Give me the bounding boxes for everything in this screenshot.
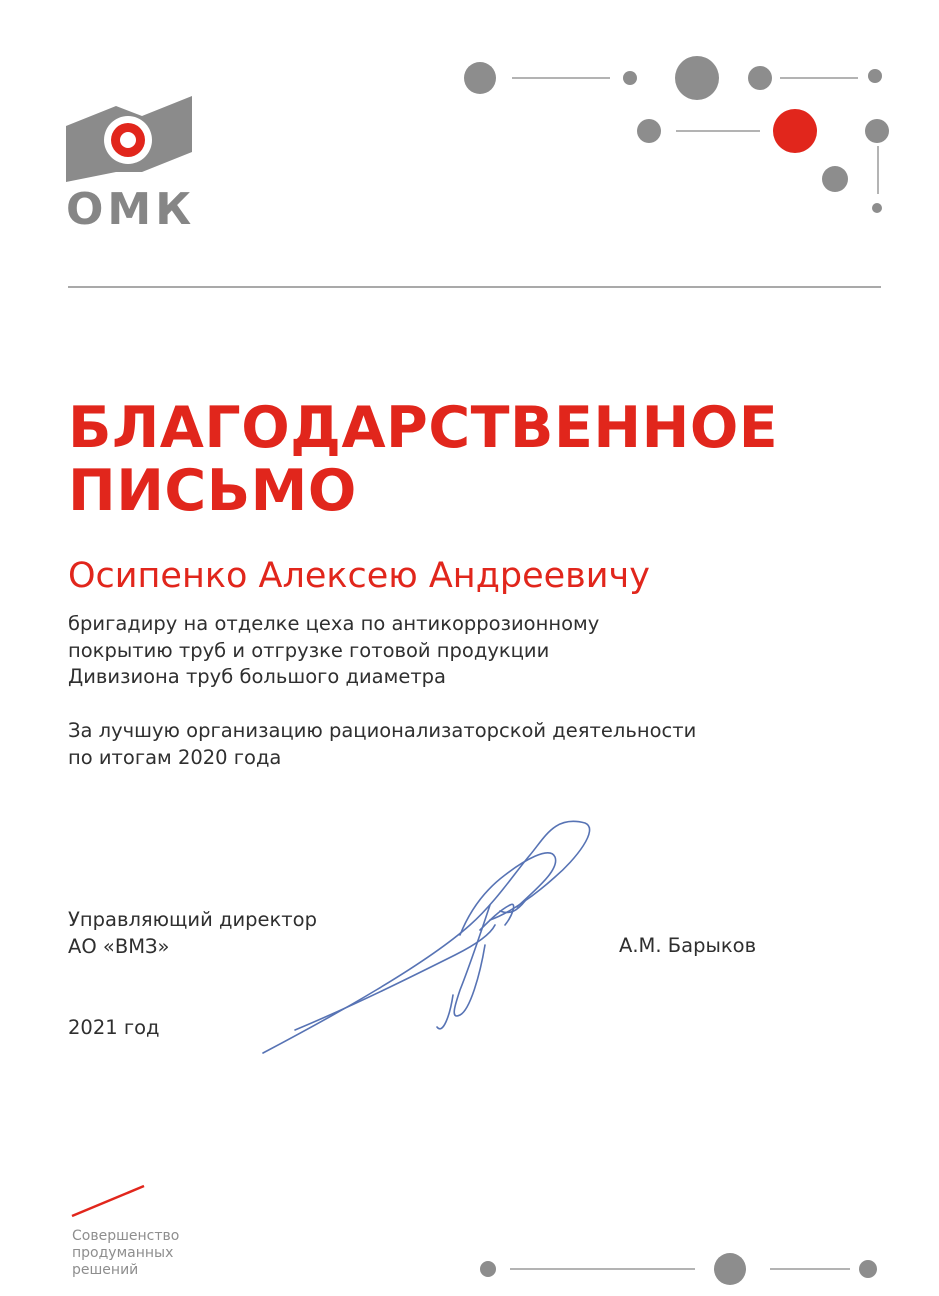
signer-name: А.М. Барыков <box>619 934 757 957</box>
recipient-name: Осипенко Алексею Андреевичу <box>68 556 650 596</box>
footer-decorative-dots <box>470 1250 890 1290</box>
reason-line: по итогам 2020 года <box>68 745 282 769</box>
handwritten-signature <box>255 815 600 1060</box>
title-line-1: БЛАГОДАРСТВЕННОЕ <box>68 395 779 461</box>
signer-title-line: АО «ВМЗ» <box>68 934 170 958</box>
decorative-dots-graphic <box>440 50 900 230</box>
header-divider <box>68 286 881 288</box>
signer-title-line: Управляющий директор <box>68 908 317 931</box>
slogan-line: решений <box>72 1262 139 1278</box>
position-line: бригадиру на отделке цеха по антикоррозионному <box>68 612 600 635</box>
letter-year: 2021 год <box>68 1016 160 1039</box>
slogan-line: Совершенство <box>72 1228 180 1244</box>
reason-line: За лучшую организацию рационализаторской деятельности <box>68 719 697 742</box>
position-line: покрытию труб и отгрузке готовой продукции <box>68 638 550 662</box>
title-line-2: ПИСЬМО <box>68 458 357 524</box>
slogan-accent-line-icon <box>70 1180 150 1220</box>
letter-title <box>68 397 868 523</box>
footer-slogan <box>72 1228 179 1279</box>
recipient-position <box>68 611 599 691</box>
award-reason <box>68 718 696 771</box>
position-line: Дивизиона труб большого диаметра <box>68 665 447 688</box>
logo-wordmark: ОМК <box>66 184 196 235</box>
slogan-line: продуманных <box>72 1245 174 1261</box>
omk-logo-icon <box>66 96 192 182</box>
